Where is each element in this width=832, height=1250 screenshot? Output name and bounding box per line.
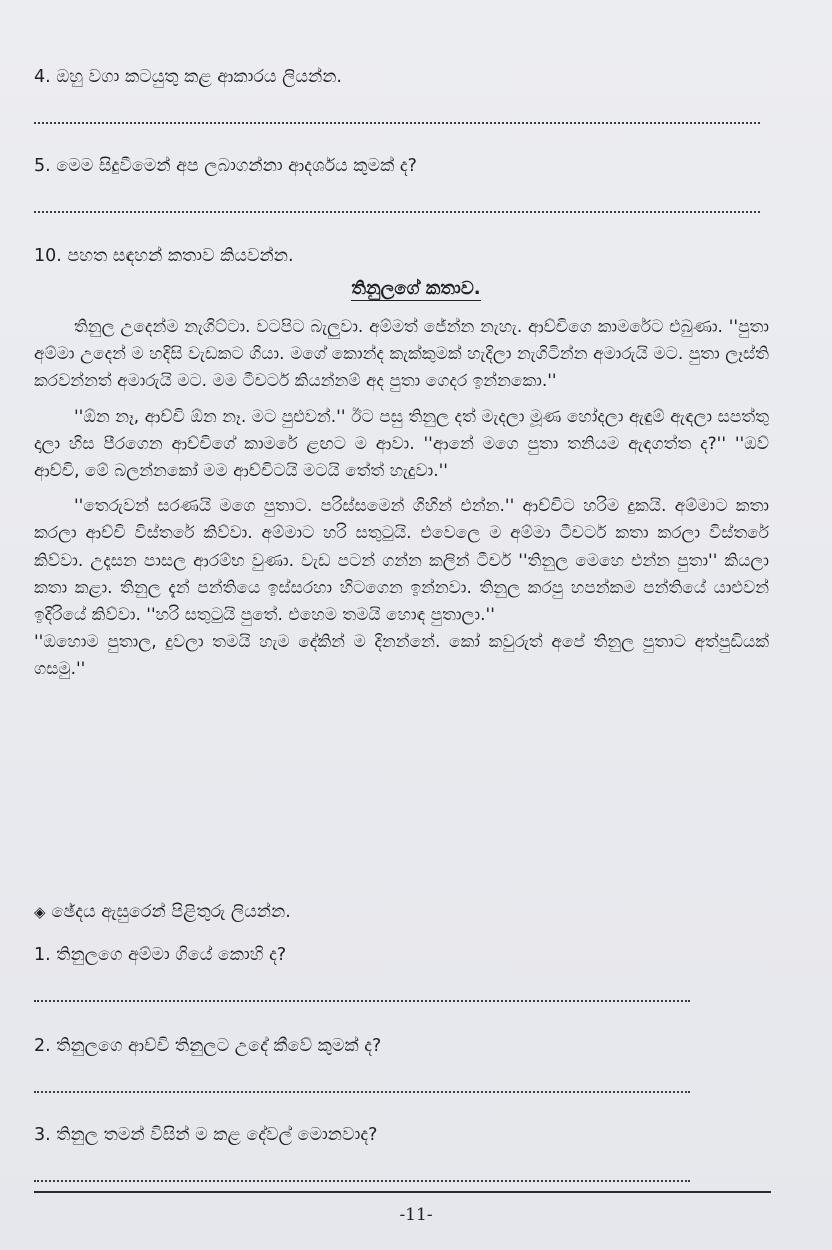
story-paragraph: තිනුල උදෙන්ම නැගිට්ටා. වටපිට බැලුවා. අම්මත් ජේන්න නැහැ. ආච්චිගෙ කාමරේට එබුණා. ''පුතා අම්මා උදෙන් ම හදිසි වැඩකට ගියා. මගේ කොන්ද කැක්කුමක් හැදිලා නැගිටින්න අමාරුයි මට. පුතා ලෑස්ති කරවන්නත් අමාරුයි මට. මම ටීචර්ට කියන්නම් අද පුතා ගෙදර ඉන්නකො.''	[34, 317, 769, 392]
question-5: 5. මෙම සිදුවීමෙන් අප ලබාගන්නා ආදර්ශය කුමක් ද?	[34, 156, 417, 176]
story-paragraph: ''තෙරුවන් සරණයි මගෙ පුතාට. පරිස්සමෙන් ගිහින් එන්න.'' ආච්චිට හරිම දුකයි. අම්මාට කතා කරලා ආච්චි විස්තරේ කිව්වා. අම්මාට හරි සතුටුයි. එවෙලෙ ම අම්මා ටීචර්ට කතා කරලා විස්තරේ කිව්වා. උදෑසන පාසල ආරම්භ වුණා. වැඩ පටන් ගන්න කලින් ටීචර් ''තිනුල මෙහෙ එන්න පුතා'' කියලා කතා කළා. තිනුල දැන් පන්තියෙ ඉස්සරහා හිටගෙන ඉන්නවා. තිනුල කරපු හපන්කම පන්තියේ යාළුවන් ඉදිරියේ කිව්වා. ''හරි සතුටුයි පුතේ. එහෙම තමයි හොඳ පුතාලා.''	[34, 496, 769, 626]
answer-line-c1[interactable]	[34, 1000, 690, 1002]
comprehension-question-3: 3. තිනුල තමන් විසින් ම කළ දේවල් මොනවාද?	[34, 1125, 378, 1145]
story-title: තිනුලගේ කතාව.	[351, 278, 481, 299]
answer-line-4[interactable]	[34, 122, 760, 124]
diamond-bullet-icon: ◈	[34, 903, 46, 921]
answer-line-c2[interactable]	[34, 1091, 690, 1093]
comprehension-question-2: 2. තිනුලගෙ ආච්චි තිනුලට උදේ කීවේ කුමක් ද?	[34, 1036, 382, 1056]
comprehension-question-1: 1. තිනුලගෙ අම්මා ගියේ කොහි ද?	[34, 945, 287, 965]
story-paragraph: ''ඕන නෑ, ආච්චි ඕන නෑ. මට පුළුවන්.'' ඊට පසු තිනුල දත් මැදලා මූණ හෝදලා ඇඳුම් ඇඳලා සපත්තු දාලා හිස පීරගෙන ආච්චිගේ කාමරේ ළඟට ම ආවා. ''ආනේ මගෙ පුතා තනියම ඇඳගත්ත ද?'' ''ඔව් ආච්චි, මේ බලන්නකෝ මම ආච්චිටයි මටයි තේත් හැදුවා.''	[34, 406, 769, 482]
instruction-10: 10. පහත සඳහන් කතාව කියවන්න.	[34, 246, 294, 266]
page-number: -11-	[399, 1205, 433, 1225]
story-body	[34, 314, 769, 684]
section-heading	[34, 902, 291, 922]
story-paragraph: ''ඔහොම පුතාල, දුවලා තමයි හැම දේකින් ම දිනන්නේ. කෝ කවුරුත් අපේ තිනුල පුතාට අත්පුඩියක් ගසමු.''	[34, 632, 769, 680]
answer-line-c3[interactable]	[34, 1180, 690, 1182]
story-title-wrap	[0, 278, 832, 299]
footer-rule	[34, 1191, 771, 1193]
question-4: 4. ඔහු වගා කටයුතු කළ ආකාරය ලියන්න.	[34, 67, 342, 87]
section-heading-text: ඡේදය ඇසුරෙන් පිළිතුරු ලියන්න.	[51, 902, 291, 922]
answer-line-5[interactable]	[34, 211, 760, 213]
